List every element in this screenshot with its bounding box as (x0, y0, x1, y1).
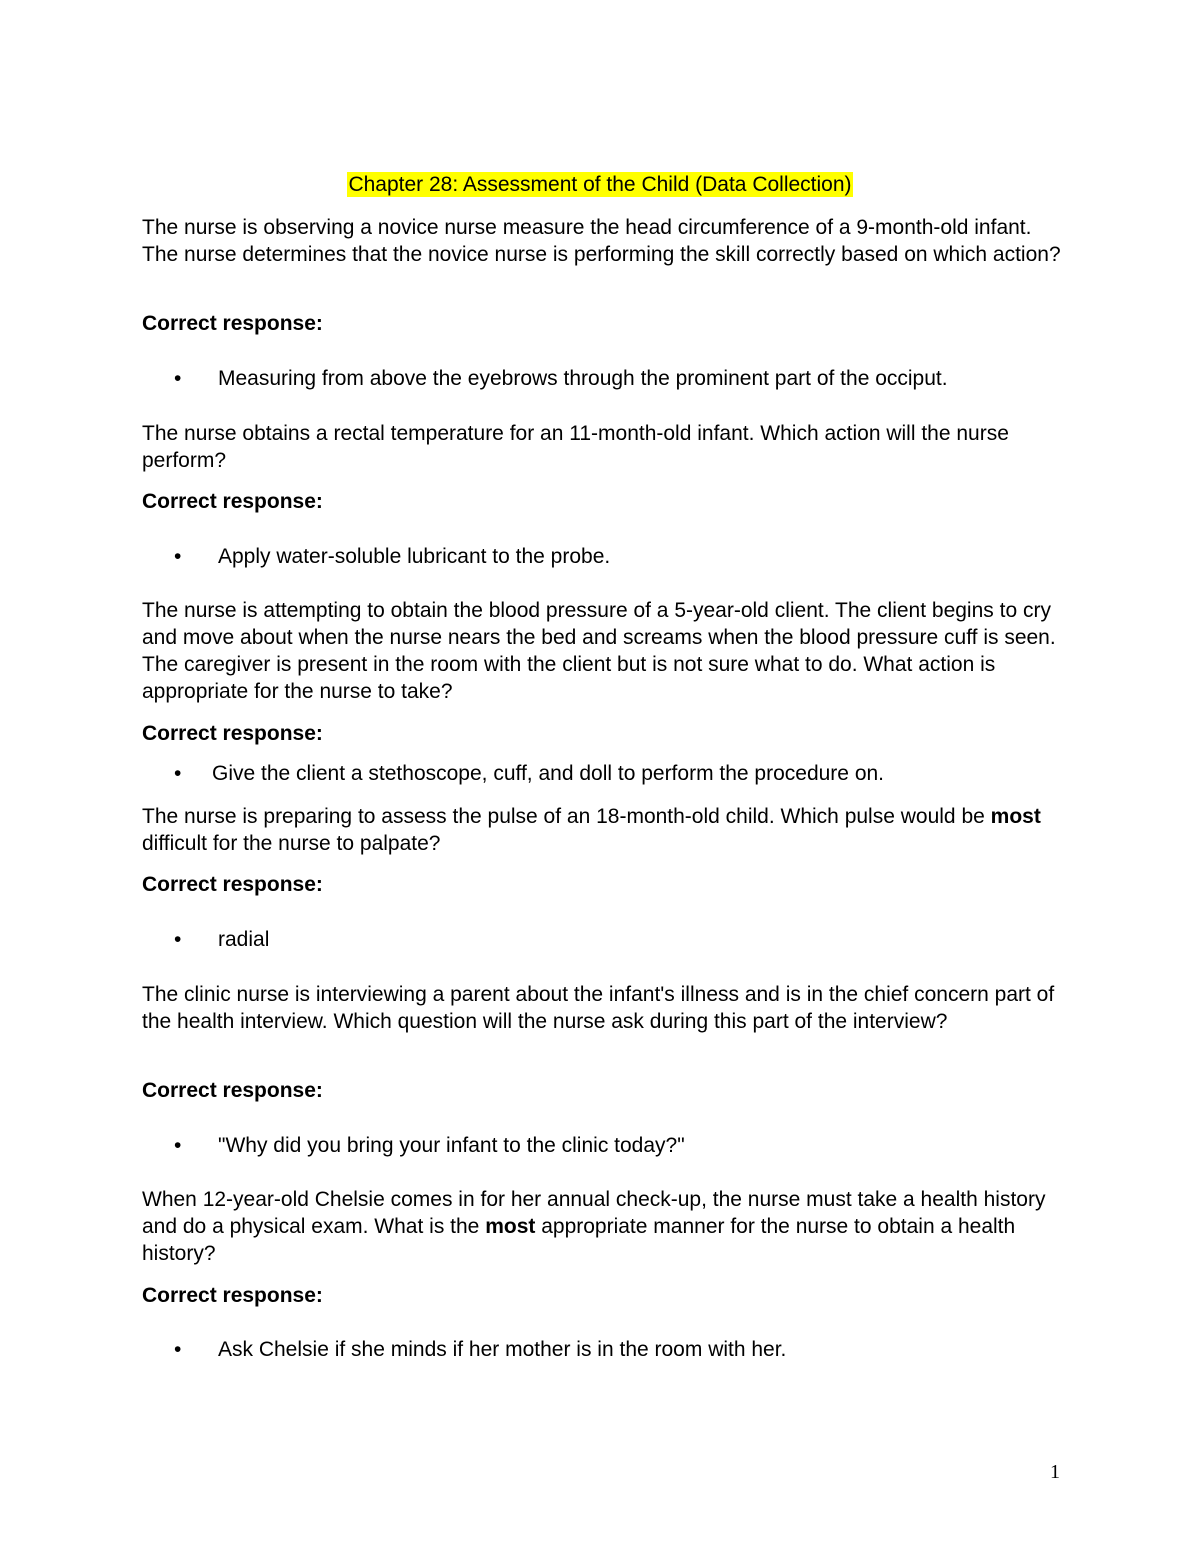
correct-response-label-3: Correct response: (142, 722, 323, 745)
answer-2 (174, 543, 611, 570)
answer-4 (174, 926, 270, 953)
question-6: When 12-year-old Chelsie comes in for her annual check-up, the nurse must take a health history and do a physical exam. What is the most appropriate manner for the nurse to obtain a health history? (142, 1188, 1046, 1265)
bullet-icon: • (174, 1134, 182, 1157)
correct-response-label-6: Correct response: (142, 1284, 323, 1307)
bullet-icon: • (174, 762, 182, 785)
bullet-icon: • (174, 928, 182, 951)
bullet-icon: • (174, 1338, 182, 1361)
correct-response-label-1: Correct response: (142, 312, 323, 335)
correct-response-label-2: Correct response: (142, 490, 323, 513)
answer-text: Apply water-soluble lubricant to the probe. (218, 545, 611, 568)
answer-6 (174, 1336, 787, 1363)
page-number: 1 (1050, 1461, 1060, 1483)
answer-3 (174, 760, 885, 787)
answer-5 (174, 1132, 685, 1159)
chapter-title: Chapter 28: Assessment of the Child (Data Collection) (348, 173, 852, 196)
emphasis-most: most (990, 805, 1041, 828)
answer-text: Give the client a stethoscope, cuff, and doll to perform the procedure on. (212, 762, 885, 785)
question-3: The nurse is attempting to obtain the blood pressure of a 5-year-old client. The client begins to cry and move about when the nurse nears the bed and screams when the blood pressure cuff is seen. The caregiver is present in the room with the client but is not sure what to do. What action is appropriate for the nurse to take? (142, 599, 1056, 703)
answer-1 (174, 365, 948, 392)
bullet-icon: • (174, 367, 182, 390)
emphasis-most: most (485, 1215, 536, 1238)
correct-response-label-5: Correct response: (142, 1079, 323, 1102)
question-1: The nurse is observing a novice nurse measure the head circumference of a 9-month-old infant. The nurse determines that the novice nurse is performing the skill correctly based on which action? (142, 216, 1061, 266)
question-2: The nurse obtains a rectal temperature for an 11-month-old infant. Which action will the nurse perform? (142, 422, 1009, 472)
answer-text: Ask Chelsie if she minds if her mother is in the room with her. (218, 1338, 787, 1361)
question-4: The nurse is preparing to assess the pulse of an 18-month-old child. Which pulse would be most difficult for the nurse to palpate? (142, 805, 1041, 855)
question-5: The clinic nurse is interviewing a parent about the infant's illness and is in the chief concern part of the health interview. Which question will the nurse ask during this part of the interview? (142, 983, 1055, 1033)
answer-text: "Why did you bring your infant to the clinic today?" (218, 1134, 685, 1157)
correct-response-label-4: Correct response: (142, 873, 323, 896)
chapter-title-line (0, 170, 1200, 200)
bullet-icon: • (174, 545, 182, 568)
answer-text: Measuring from above the eyebrows through the prominent part of the occiput. (218, 367, 948, 390)
answer-text: radial (218, 928, 270, 951)
